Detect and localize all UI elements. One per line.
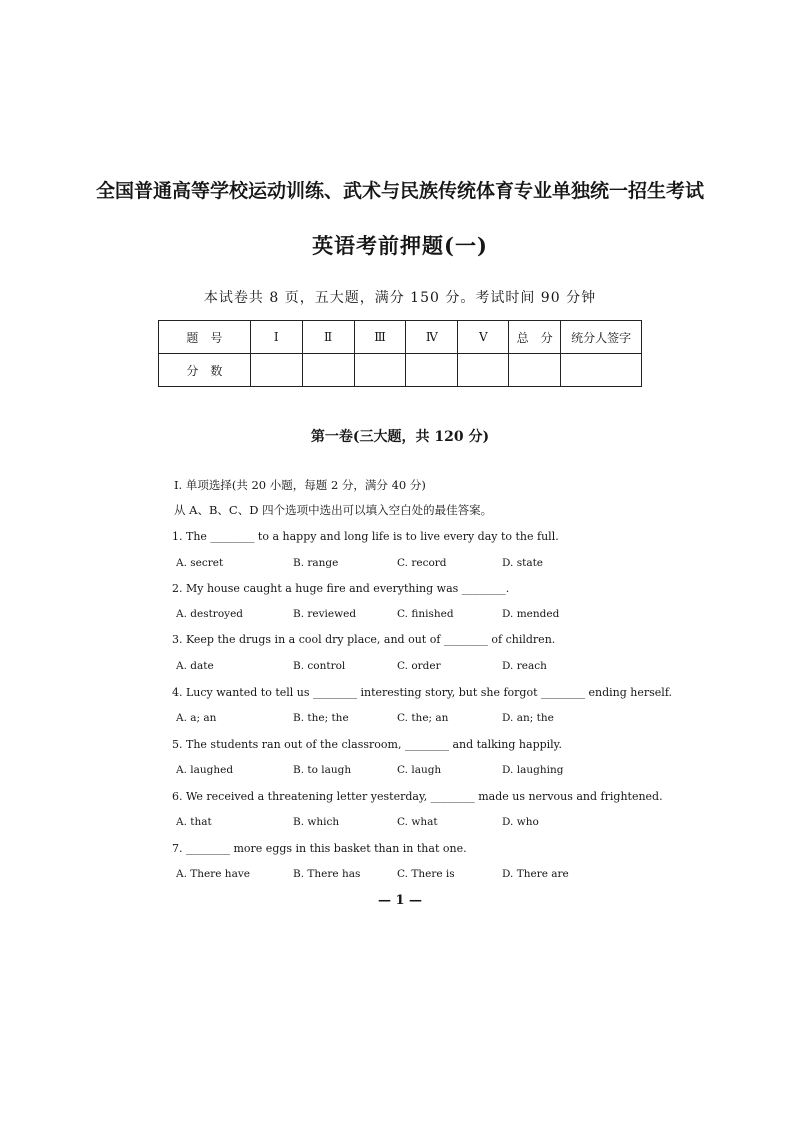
option-b: B. control <box>293 660 346 672</box>
question-stem: 6. We received a threatening letter yesterday, ________ made us nervous and frightened. <box>172 790 663 803</box>
option-a: A. date <box>176 660 214 672</box>
option-d: D. mended <box>502 608 560 620</box>
header-cell-part-5: Ⅴ <box>458 321 509 354</box>
exam-title: 全国普通高等学校运动训练、武术与民族传统体育专业单独统一招生考试 <box>95 180 704 202</box>
header-cell-part-4: Ⅳ <box>406 321 458 354</box>
option-b: B. the; the <box>293 712 349 724</box>
score-cell <box>509 354 561 387</box>
header-cell-part-2: Ⅱ <box>302 321 354 354</box>
score-cell <box>561 354 642 387</box>
option-d: D. There are <box>502 868 569 880</box>
option-d: D. an; the <box>502 712 554 724</box>
score-cell <box>302 354 354 387</box>
option-b: B. which <box>293 816 340 828</box>
paper-title: 英语考前押题(一) <box>312 233 488 258</box>
score-table-score-row <box>159 354 642 387</box>
part-heading: Ⅰ. 单项选择(共 20 小题，每题 2 分，满分 40 分) <box>174 478 426 492</box>
option-b: B. to laugh <box>293 764 352 776</box>
option-a: A. There have <box>176 868 250 880</box>
option-c: C. order <box>397 660 441 672</box>
section-title: 第一卷(三大题，共 120 分) <box>310 429 490 445</box>
exam-info: 本试卷共 8 页，五大题，满分 150 分。考试时间 90 分钟 <box>203 290 597 306</box>
question-stem: 3. Keep the drugs in a cool dry place, and out of ________ of children. <box>172 633 556 646</box>
option-c: C. record <box>397 557 447 569</box>
option-d: D. state <box>502 557 544 569</box>
question-stem: 2. My house caught a huge fire and everything was ________. <box>172 582 510 595</box>
question-stem: 5. The students ran out of the classroom, ________ and talking happily. <box>172 738 562 751</box>
option-b: B. There has <box>293 868 361 880</box>
header-cell-part-1: Ⅰ <box>250 321 302 354</box>
option-c: C. what <box>397 816 438 828</box>
option-d: D. reach <box>502 660 547 672</box>
score-cell <box>406 354 458 387</box>
option-a: A. secret <box>176 557 224 569</box>
question-stem: 7. ________ more eggs in this basket than in that one. <box>172 842 467 855</box>
option-c: C. There is <box>397 868 455 880</box>
score-table <box>158 320 642 387</box>
option-d: D. laughing <box>502 764 564 776</box>
score-label-cell: 分 数 <box>159 354 251 387</box>
header-cell-total: 总 分 <box>509 321 561 354</box>
option-b: B. reviewed <box>293 608 357 620</box>
score-table-header-row <box>159 321 642 354</box>
option-a: A. laughed <box>176 764 234 776</box>
score-cell <box>354 354 406 387</box>
score-cell <box>458 354 509 387</box>
header-cell-signature: 统分人签字 <box>561 321 642 354</box>
option-a: A. that <box>176 816 212 828</box>
page-number: — 1 — <box>377 893 423 908</box>
header-cell-part-3: Ⅲ <box>354 321 406 354</box>
header-cell-question-no: 题 号 <box>159 321 251 354</box>
option-d: D. who <box>502 816 539 828</box>
option-a: A. a; an <box>176 712 217 724</box>
option-b: B. range <box>293 557 339 569</box>
option-c: C. the; an <box>397 712 449 724</box>
option-a: A. destroyed <box>176 608 244 620</box>
option-c: C. finished <box>397 608 454 620</box>
part-instruction: 从 A、B、C、D 四个选项中选出可以填入空白处的最佳答案。 <box>174 503 493 517</box>
question-stem: 4. Lucy wanted to tell us ________ interesting story, but she forgot ________ ending herself. <box>172 686 672 699</box>
score-cell <box>250 354 302 387</box>
question-stem: 1. The ________ to a happy and long life is to live every day to the full. <box>172 530 559 543</box>
option-c: C. laugh <box>397 764 442 776</box>
